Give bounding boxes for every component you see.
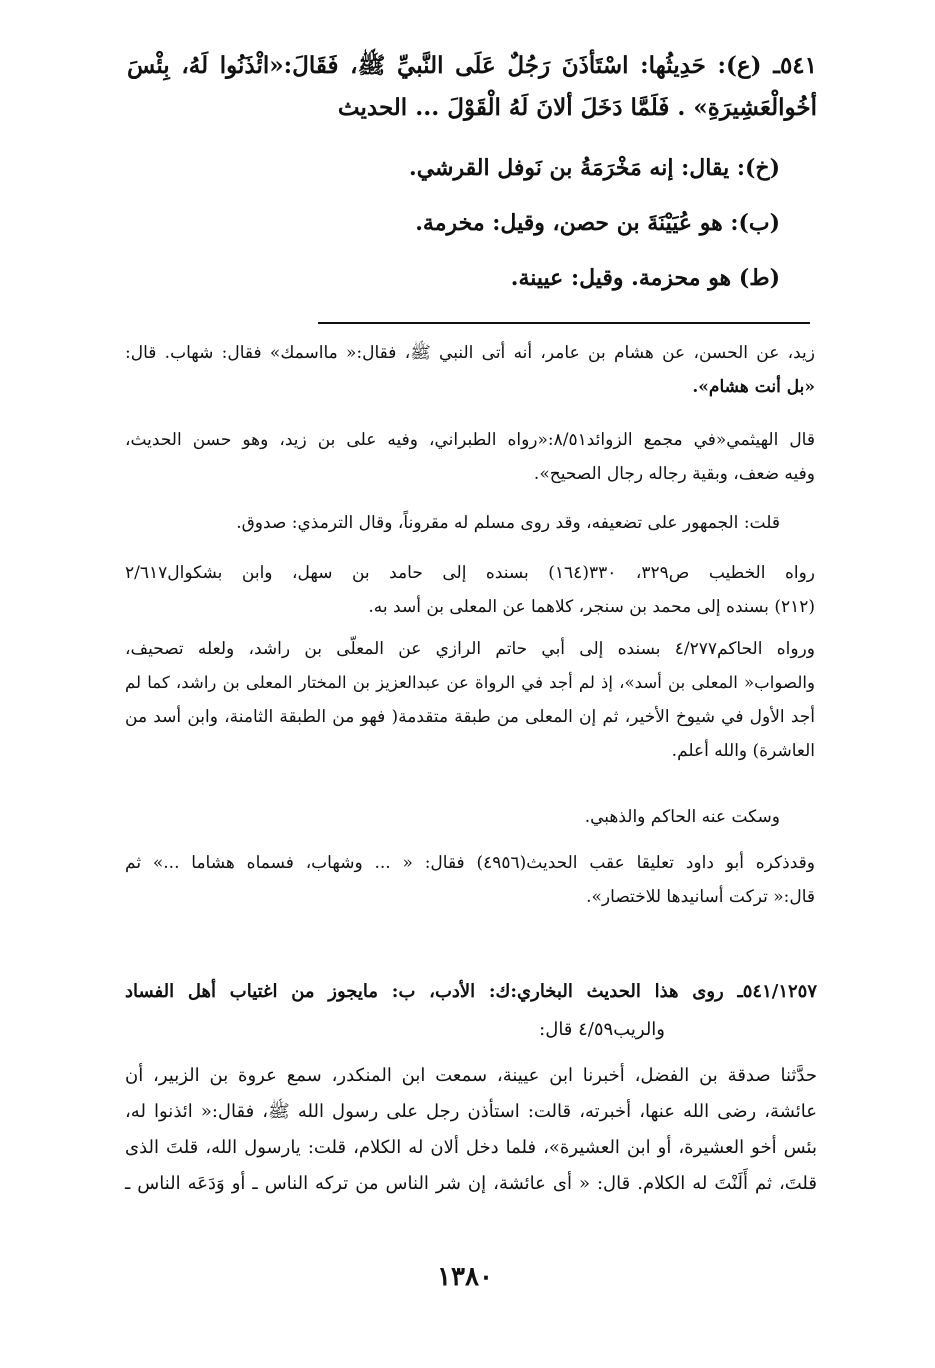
footnote-paragraph-2 [125,423,815,491]
footnote-paragraph-3 [125,506,780,540]
footnote-line: زيد، عن الحسن، عن هشام بن عامر، أنه أتى النبي ﷺ، فقال:« مااسمك» فقال: شهاب. قال: [125,343,815,363]
entry-541-line-2: أخُوالْعَشِيرَةِ» . فَلَمَّا دَخَلَ ألانَ لَهُ الْقَوْلَ ... الحديث [337,94,817,121]
hadith-line: حدَّثنا صدقة بن الفضل، أخبرنا ابن عيينة، سمعت ابن المنكدر، سمع عروة بن الزبير، أن [125,1065,817,1086]
entry-541-ta: (ط) هو محزمة. وقيل: عيينة. [510,265,780,291]
footnote-line: وقدذكره أبو داود تعليقا عقب الحديث(٤٩٥٦) فقال: « ... وشهاب، فسماه هشاما ...» ثم [125,853,815,873]
footnote-line: وسكت عنه الحاكم والذهبي. [584,807,780,827]
hadith-1257-source [125,1012,665,1048]
hadith-line: والريب٤/٥٩ قال: [539,1019,665,1040]
hadith-line: عائشة، رضى الله عنها، أخبرته، قالت: استأذن رجل على رسول الله ﷺ، فقال:« ائذنوا له، [125,1101,817,1122]
footnote-paragraph-4 [125,556,815,624]
footnote-line: أجد الأول في شيوخ الأخير، ثم إن المعلى من طبقة متقدمة( فهو من الطبقة الثامنة، وابن أسد من [125,707,815,727]
entry-541-kh: (خ): يقال: إنه مَخْرَمَةُ بن نَوفل القرشي. [409,155,780,181]
hadith-line: قلتَ، ثم أَلَنْتَ له الكلام. قال: « أى عائشة، إن شر الناس من تركه الناس ـ أو وَدَعَه الناس ـ [125,1173,817,1194]
footnote-paragraph-7 [125,846,815,914]
footnote-divider [318,322,810,324]
footnote-line: ورواه الحاكم٤/٢٧٧ بسنده إلى أبي حاتم الرازي عن المعلّى بن راشد، ولعله تصحيف، [125,639,815,659]
footnote-line: وفيه ضعف، وبقية رجاله رجال الصحيح». [533,464,815,484]
footnote-paragraph-1 [125,336,815,404]
footnote-line: والصواب« المعلى بن أسد»، إذ لم أجد في الرواة عن عبدالعزيز بن المختار المعلى بن راشد، كما لم [125,673,815,692]
footnote-paragraph-5 [125,632,815,768]
entry-541-ba: (ب): هو عُيَيْنَةَ بن حصن، وقيل: مخرمة. [415,210,780,236]
entry-541-line-1: ٥٤١ـ (ع): حَدِيثُها: اسْتَأذَنَ رَجُلٌ عَلَى النَّبيِّ ﷺ، فَقَالَ:«ائْذَنُوا لَهُ، بِئْسَ [127,52,817,79]
hadith-1257-body [125,1058,817,1202]
footnote-line: قلت: الجمهور على تضعيفه، وقد روى مسلم له مقروناً، وقال الترمذي: صدوق. [236,513,780,533]
footnote-line: قال:« تركت أسانيدها للاختصار». [586,887,815,907]
footnote-line: قال الهيثمي«في مجمع الزوائد٨/٥١:«رواه الطبراني، وفيه على بن زيد، وهو حسن الحديث، [125,430,815,450]
hadith-line: ٥٤١/١٢٥٧ـ روى هذا الحديث البخاري:ك: الأدب، ب: مايجوز من اغتياب أهل الفساد [125,981,817,1002]
hadith-line: بئس أخو العشيرة، أو ابن العشيرة»، فلما دخل ألان له الكلام، قلت: يارسول الله، قلتَ الذى [125,1137,817,1158]
footnote-line: العاشرة) والله أعلم. [671,741,815,761]
hadith-1257-heading [125,974,817,1010]
footnote-line: «بل أنت هشام». [692,377,815,397]
footnote-paragraph-6 [125,800,780,834]
footnote-line: (٢١٢) بسنده إلى محمد بن سنجر، كلاهما عن المعلى بن أسد به. [368,597,815,617]
page-number: ١٣٨٠ [437,1262,493,1292]
entry-541-text [127,45,817,129]
footnote-line: رواه الخطيب ص٣٢٩، ٣٣٠(١٦٤) بسنده إلى حامد بن سهل، وابن بشكوال٢/٦١٧ [125,563,816,583]
